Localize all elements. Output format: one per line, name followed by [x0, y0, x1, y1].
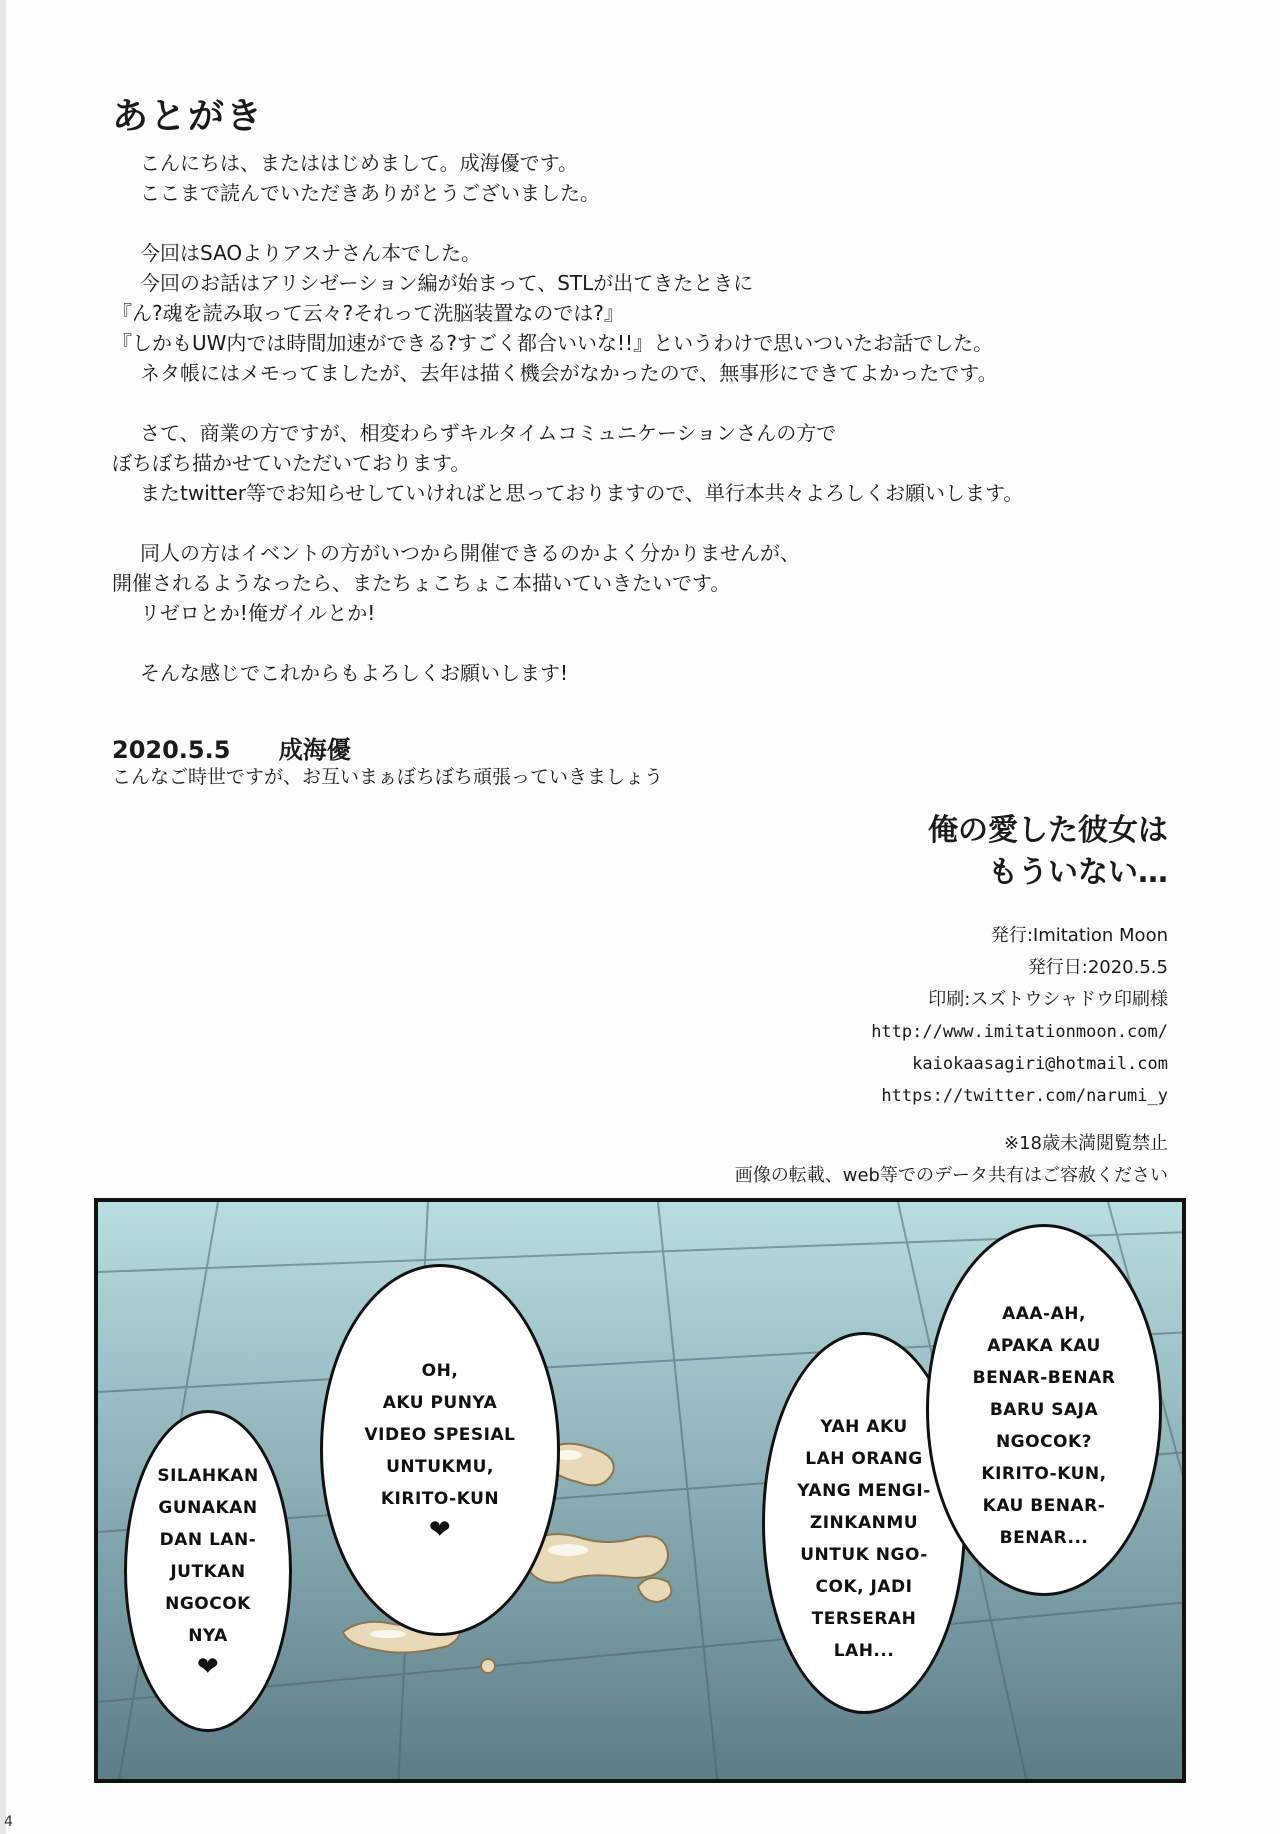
- text-line: 今回はSAOよりアスナさん本でした。: [140, 241, 481, 265]
- heart-icon: ❤: [428, 1515, 452, 1545]
- text-line: さて、商業の方ですが、相変わらずキルタイムコミュニケーションさんの方で: [140, 421, 837, 445]
- text-line: ぼちぼち描かせていただいております。: [112, 451, 471, 475]
- book-title: [928, 810, 1168, 894]
- speech-bubble: [320, 1264, 560, 1636]
- heart-icon: ❤: [196, 1652, 220, 1682]
- twitter-link[interactable]: https://twitter.com/narumi_y: [881, 1086, 1168, 1106]
- text-line: そんな感じでこれからもよろしくお願いします!: [140, 661, 569, 685]
- text-line: 今回のお話はアリシゼーション編が始まって、STLが出てきたときに: [140, 271, 754, 295]
- speech-bubble: [124, 1410, 292, 1732]
- text-line: 『しかもUW内では時間加速ができる?すごく都合いいな!!』というわけで思いついたお話でした。: [112, 331, 994, 355]
- colophon: [871, 920, 1168, 1112]
- speech-bubble-text: [797, 1379, 931, 1667]
- signature-author: 成海優: [278, 736, 351, 764]
- website-link[interactable]: http://www.imitationmoon.com/: [871, 1022, 1168, 1042]
- speech-bubble-line: YAH AKU LAH ORANG YANG MENGI- ZINKANMU UNTUK NGO- COK, JADI TERSERAH LAH...: [797, 1417, 931, 1661]
- age-restriction: ※18歳未満閲覧禁止: [1004, 1133, 1168, 1154]
- text-line: またtwitter等でお知らせしていければと思っておりますので、単行本共々よろしくお願いします。: [140, 481, 1024, 505]
- closing-note: こんなご時世ですが、お互いまぁぼちぼち頑張っていきましょう: [112, 766, 664, 788]
- text-line: ここまで読んでいただきありがとうございました。: [140, 181, 600, 205]
- text-line: リゼロとか!俺ガイルとか!: [140, 601, 376, 625]
- text-line: 同人の方はイベントの方がいつから開催できるのかよく分かりませんが、: [140, 541, 800, 565]
- speech-bubble: [926, 1224, 1162, 1596]
- issue-date: 発行日:2020.5.5: [1027, 957, 1168, 978]
- text-line: 『ん?魂を読み取って云々?それって洗脳装置なのでは?』: [112, 301, 624, 325]
- book-title-line: もういない…: [988, 855, 1168, 890]
- signature: [112, 730, 391, 765]
- email-link[interactable]: kaiokaasagiri@hotmail.com: [912, 1054, 1168, 1074]
- notices: [735, 1128, 1168, 1192]
- book-title-line: 俺の愛した彼女は: [928, 813, 1168, 848]
- speech-bubble-text: [365, 1323, 516, 1577]
- afterword-body: [112, 148, 1072, 688]
- text-line: ネタ帳にはメモってましたが、去年は描く機会がなかったので、無事形にできてよかったです。: [140, 361, 998, 385]
- comic-panel: [94, 1198, 1186, 1783]
- speech-bubble-line: SILAHKAN GUNAKAN DAN LAN- JUTKAN NGOCOK NYA: [157, 1466, 259, 1646]
- speech-bubble-line: OH, AKU PUNYA VIDEO SPESIAL UNTUKMU, KIRITO-KUN: [364, 1361, 516, 1509]
- sharing-notice: 画像の転載、web等でのデータ共有はご容赦ください: [734, 1165, 1168, 1186]
- speech-bubble-text: [973, 1266, 1116, 1554]
- signature-date: 2020.5.5: [112, 736, 231, 764]
- speech-bubble-line: AAA-AH, APAKA KAU BENAR-BENAR BARU SAJA NGOCOK? KIRITO-KUN, KAU BENAR- BENAR...: [972, 1304, 1116, 1548]
- text-line: 開催されるようなったら、またちょこちょこ本描いていきたいです。: [112, 571, 731, 595]
- text-line: こんにちは、またははじめまして。成海優です。: [140, 151, 578, 175]
- afterword-heading: あとがき: [112, 96, 265, 137]
- speech-bubble-text: [157, 1428, 258, 1714]
- page-number: 4: [4, 1814, 13, 1830]
- printer: 印刷:スズトウシャドウ印刷様: [928, 989, 1168, 1010]
- publisher: 発行:Imitation Moon: [990, 925, 1168, 946]
